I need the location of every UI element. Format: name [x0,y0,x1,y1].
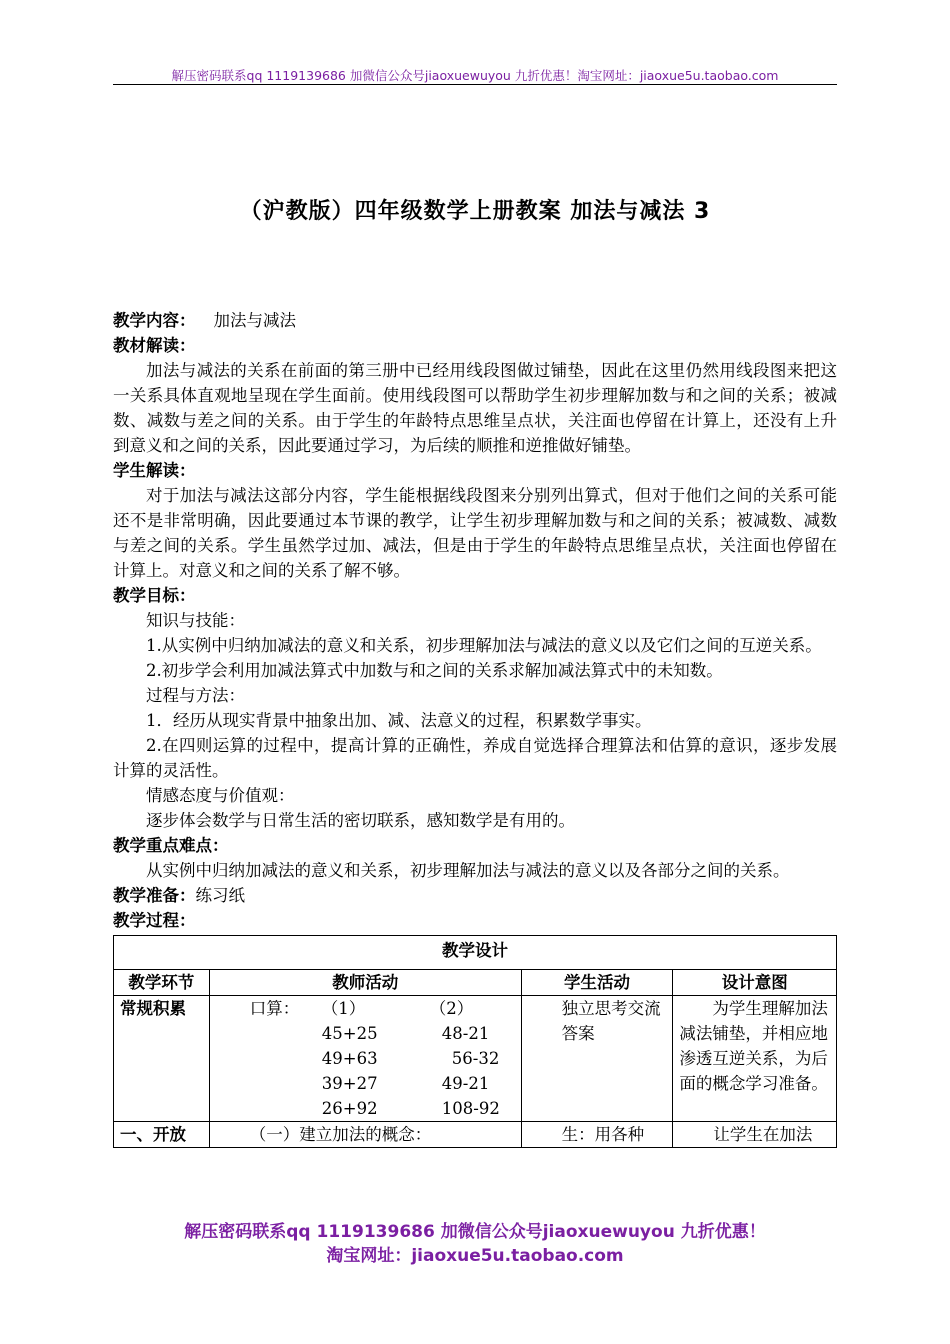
key-points-label: 教学重点难点： [113,836,229,855]
page-title: （沪教版）四年级数学上册教案 加法与减法 3 [239,199,711,224]
row2-teacher: （一）建立加法的概念： [209,1122,521,1148]
calc-col1-label: （1） [321,999,366,1018]
process-item-1: 1．经历从现实背景中抽象出加、减、法意义的过程，积累数学事实。 [146,711,652,730]
table-title-row [114,936,837,970]
material-text: 加法与减法的关系在前面的第三册中已经用线段图做过铺垫，因此在这里仍然用线段图来把这一关系具体直观地呈现在学生面前。使用线段图可以帮助学生初步理解加数与和之间的关系；被减数、减数与差之间的关系。由于学生的年龄特点思维呈点状，关注面也停留在计算上，还没有上升到意义和之间的关系，因此要通过学习，为后续的顺推和逆推做好铺垫。 [113,361,837,455]
row2-stage: 一、开放 [114,1122,210,1148]
row1-stage: 常规积累 [114,996,210,1122]
calc-row [250,1096,515,1121]
calc-item: 108-92 [441,1099,500,1118]
calc-item: 45+25 [321,1024,378,1043]
table-row [114,996,837,1122]
row1-teacher [209,996,521,1122]
table-header-row [114,970,837,996]
calc-row [250,1046,515,1071]
goals-label: 教学目标： [113,586,196,605]
calc-col2-label: （2） [429,999,474,1018]
key-points-text: 从实例中归纳加减法的意义和关系，初步理解加法与减法的意义以及各部分之间的关系。 [146,861,790,880]
lesson-design-table [113,935,837,1148]
content-line [113,308,837,333]
document-body [113,308,837,1148]
content-label: 教学内容： [113,311,196,330]
calc-row [250,1021,515,1046]
emotion-heading: 情感态度与价值观： [146,786,295,805]
header-student: 学生活动 [521,970,673,996]
table-row [114,1122,837,1148]
calc-item: 48-21 [441,1024,490,1043]
footer-note [0,1220,950,1268]
header-intent: 设计意图 [673,970,837,996]
preparation-line [113,883,837,908]
calc-item: 49-21 [441,1074,490,1093]
calc-header [250,996,515,1021]
calc-item: 56-32 [451,1049,500,1068]
knowledge-item-1: 1.从实例中归纳加减法的意义和关系，初步理解加法与减法的意义以及它们之间的互逆关系。 [146,636,822,655]
knowledge-heading: 知识与技能： [146,611,245,630]
header-rule [113,84,837,85]
footer-line-1: 解压密码联系qq 1119139686 加微信公众号jiaoxuewuyou 九折优惠！ [184,1222,766,1242]
header-teacher: 教师活动 [209,970,521,996]
calc-item: 49+63 [321,1049,378,1068]
calc-item: 39+27 [321,1074,378,1093]
student-text: 对于加法与减法这部分内容，学生能根据线段图来分别列出算式，但对于他们之间的关系可能还不是非常明确，因此要通过本节课的教学，让学生初步理解加数与和之间的关系；被减数、减数与差之间的关系。学生虽然学过加、减法，但是由于学生的年龄特点思维呈点状，关注面也停留在计算上。对意义和之间的关系了解不够。 [113,486,837,580]
row2-intent: 让学生在加法 [673,1122,837,1148]
emotion-item-1: 逐步体会数学与日常生活的密切联系，感知数学是有用的。 [146,811,575,830]
preparation-label: 教学准备： [113,886,196,905]
row1-intent: 为学生理解加法减法铺垫，并相应地渗透互逆关系，为后面的概念学习准备。 [673,996,837,1122]
header-stage: 教学环节 [114,970,210,996]
content-value: 加法与减法 [213,311,296,330]
preparation-value: 练习纸 [195,886,245,905]
oral-label: 口算： [249,999,300,1018]
row1-student: 独立思考交流答案 [521,996,673,1122]
process-item-2: 2.在四则运算的过程中，提高计算的正确性，养成自觉选择合理算法和估算的意识，逐步发展计算的灵活性。 [113,736,837,780]
footer-line-2: 淘宝网址：jiaoxue5u.taobao.com [326,1246,624,1266]
table-title: 教学设计 [114,936,837,970]
process-label: 教学过程： [113,911,196,930]
process-heading: 过程与方法： [146,686,245,705]
knowledge-item-2: 2.初步学会利用加减法算式中加数与和之间的关系求解加减法算式中的未知数。 [146,661,723,680]
calc-item: 26+92 [321,1099,378,1118]
material-label: 教材解读： [113,336,196,355]
calc-row [250,1071,515,1096]
header-note: 解压密码联系qq 1119139686 加微信公众号jiaoxuewuyou 九折优惠！淘宝网址：jiaoxue5u.taobao.com [171,68,779,83]
row2-student: 生：用各种 [521,1122,673,1148]
student-label: 学生解读： [113,461,196,480]
